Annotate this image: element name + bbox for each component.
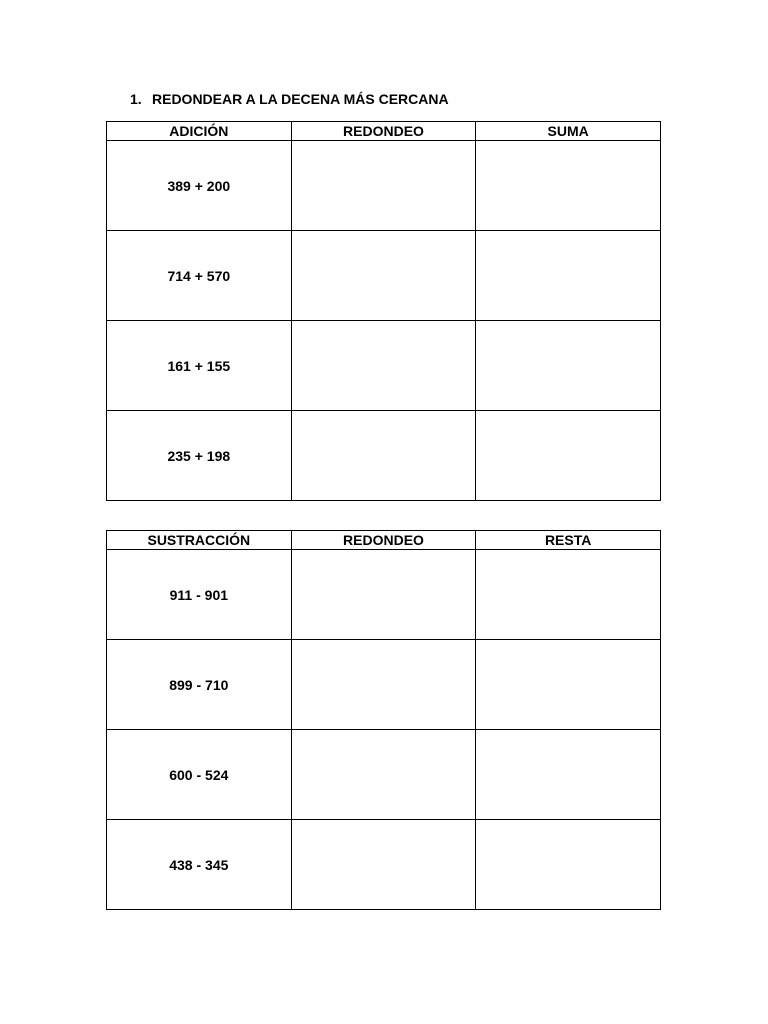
header-rounding: REDONDEO: [291, 122, 476, 141]
rounding-answer-cell[interactable]: [291, 820, 476, 910]
operation-cell: 438 - 345: [107, 820, 292, 910]
operation-cell: 714 + 570: [107, 231, 292, 321]
table-row: [107, 411, 661, 501]
rounding-answer-cell[interactable]: [291, 321, 476, 411]
table-row: [107, 231, 661, 321]
rounding-answer-cell[interactable]: [291, 640, 476, 730]
table-row: [107, 141, 661, 231]
header-subtraction: SUSTRACCIÓN: [107, 531, 292, 550]
sum-answer-cell[interactable]: [476, 141, 661, 231]
addition-table: [106, 121, 661, 501]
header-difference: RESTA: [476, 531, 661, 550]
rounding-answer-cell[interactable]: [291, 550, 476, 640]
table-row: [107, 321, 661, 411]
table-row: [107, 730, 661, 820]
sum-answer-cell[interactable]: [476, 411, 661, 501]
difference-answer-cell[interactable]: [476, 730, 661, 820]
difference-answer-cell[interactable]: [476, 550, 661, 640]
difference-answer-cell[interactable]: [476, 820, 661, 910]
operation-cell: 235 + 198: [107, 411, 292, 501]
rounding-answer-cell[interactable]: [291, 730, 476, 820]
rounding-answer-cell[interactable]: [291, 231, 476, 321]
exercise-title: REDONDEAR A LA DECENA MÁS CERCANA: [152, 91, 449, 107]
operation-cell: 600 - 524: [107, 730, 292, 820]
difference-answer-cell[interactable]: [476, 640, 661, 730]
table-row: [107, 640, 661, 730]
sum-answer-cell[interactable]: [476, 321, 661, 411]
exercise-heading: [130, 91, 449, 107]
operation-cell: 389 + 200: [107, 141, 292, 231]
header-addition: ADICIÓN: [107, 122, 292, 141]
table-header-row: [107, 531, 661, 550]
operation-cell: 161 + 155: [107, 321, 292, 411]
exercise-number: 1.: [130, 91, 142, 107]
table-header-row: [107, 122, 661, 141]
table-row: [107, 820, 661, 910]
table-row: [107, 550, 661, 640]
operation-cell: 899 - 710: [107, 640, 292, 730]
operation-cell: 911 - 901: [107, 550, 292, 640]
rounding-answer-cell[interactable]: [291, 411, 476, 501]
subtraction-table: [106, 530, 661, 910]
header-sum: SUMA: [476, 122, 661, 141]
sum-answer-cell[interactable]: [476, 231, 661, 321]
header-rounding: REDONDEO: [291, 531, 476, 550]
rounding-answer-cell[interactable]: [291, 141, 476, 231]
